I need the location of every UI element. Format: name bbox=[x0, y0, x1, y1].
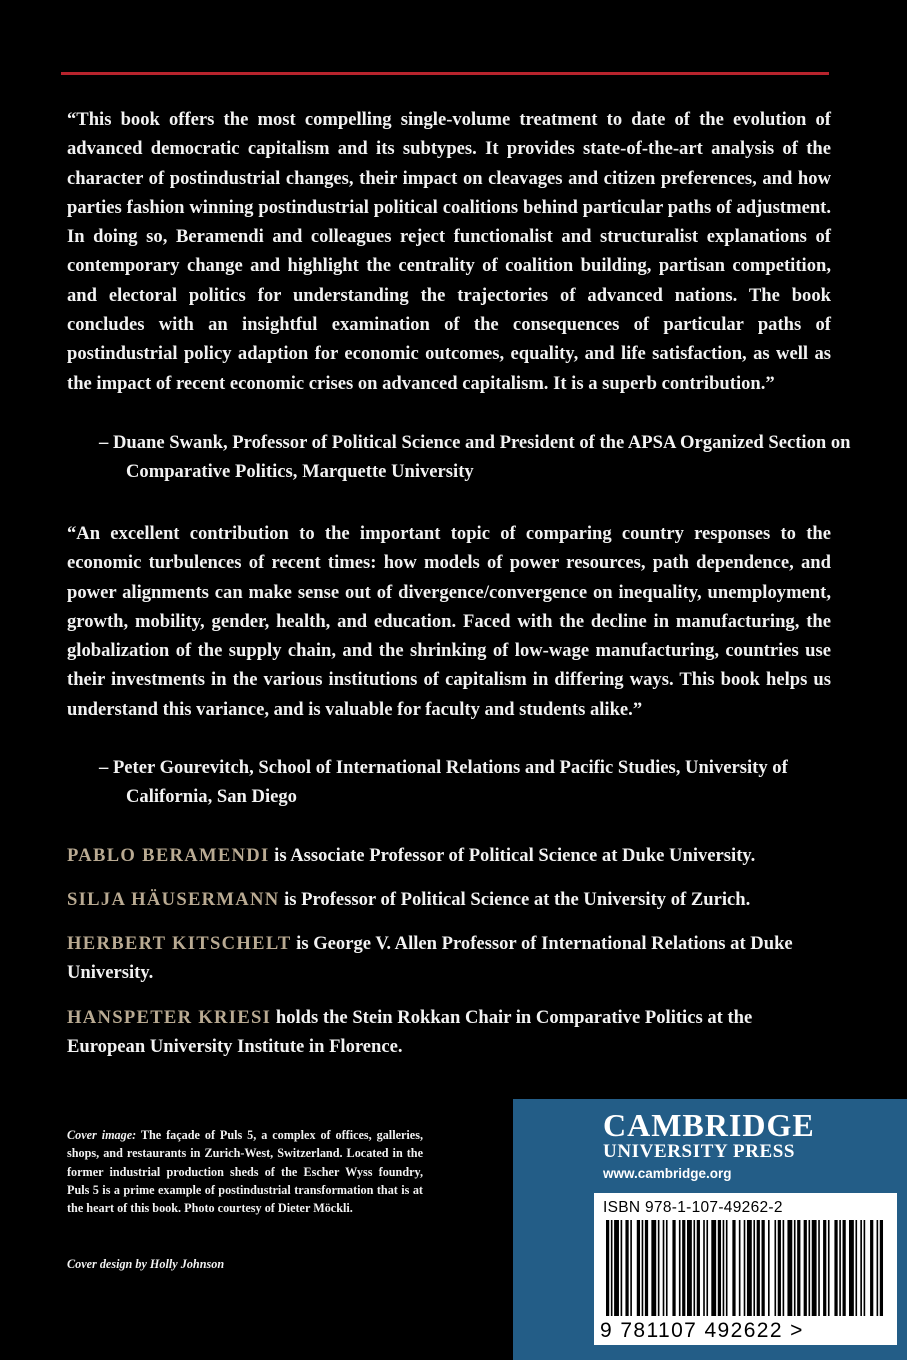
barcode-bar bbox=[762, 1220, 765, 1316]
endorsement-quote-1: “This book offers the most compelling single-volume treatment to date of the evolution of advanced democratic capitalism and its subtypes. It provides state-of-the-art analysis of the character of postindustrial changes, their impact on cleavages and citizen preferences, and how parties fashion winning postindustrial political coalitions behind particular paths of adjustment. In doing so, Beramendi and colleagues reject functionalist and structuralist explanations of contemporary change and highlight the centrality of coalition building, partisan competition, and electoral politics for understanding the trajectories of advanced nations. The book concludes with an insightful examination of the consequences of particular paths of postindustrial policy adaption for economic outcomes, equality, and life satisfaction, as well as the impact of recent economic crises on advanced capitalism. It is a superb contribution.” bbox=[67, 109, 831, 394]
barcode-bar bbox=[723, 1220, 725, 1316]
barcode-bar bbox=[783, 1220, 785, 1316]
barcode-bar bbox=[637, 1220, 640, 1316]
barcode-bar bbox=[642, 1220, 644, 1316]
barcode-bar bbox=[630, 1220, 632, 1316]
author-name: HANSPETER KRIESI bbox=[67, 1007, 272, 1028]
publisher-subtitle: UNIVERSITY PRESS bbox=[603, 1141, 796, 1162]
barcode-bar bbox=[658, 1220, 660, 1316]
author-bio-text: holds the Stein Rokkan Chair in Comparative Politics at the European University Institute in Florence. bbox=[67, 1007, 753, 1058]
barcode-bar bbox=[621, 1220, 623, 1316]
top-red-rule bbox=[61, 72, 829, 75]
barcode-image bbox=[602, 1220, 889, 1320]
barcode-bar bbox=[809, 1220, 811, 1316]
publisher-url: www.cambridge.org bbox=[603, 1166, 732, 1181]
barcode-bar bbox=[794, 1220, 796, 1316]
author-bio-text: is George V. Allen Professor of International Relations at Duke University. bbox=[67, 933, 793, 984]
barcode-bar bbox=[747, 1220, 752, 1316]
barcode-bar bbox=[726, 1220, 728, 1316]
barcode-box bbox=[594, 1193, 897, 1345]
barcode-bar bbox=[768, 1220, 770, 1316]
barcode-bar bbox=[732, 1220, 735, 1316]
endorsement-attribution-1: – Duane Swank, Professor of Political Science and President of the APSA Organized Section on Comparative Politics, Marquette University bbox=[99, 432, 851, 483]
cover-image-credit bbox=[67, 1126, 423, 1217]
endorsement-quote-2: “An excellent contribution to the important topic of comparing country responses to the economic turbulences of recent times: how models of power resources, path dependence, and power alignments can make sense out of divergence/convergence on inequality, unemployment, growth, mobility, gender, health, and education. Faced with the decline in manufacturing, the globalization of the supply chain, and the shrinking of low-wage manufacturing, countries use their investments in the various institutions of capitalism in differing ways. This book helps us understand this variance, and is valuable for faculty and students alike.” bbox=[67, 523, 831, 720]
author-bio-text: is Professor of Political Science at the University of Zurich. bbox=[279, 889, 751, 910]
barcode-bar bbox=[774, 1220, 776, 1316]
barcode-bar bbox=[706, 1220, 708, 1316]
barcode-bar bbox=[703, 1220, 705, 1316]
barcode-bar bbox=[757, 1220, 760, 1316]
barcode-bar bbox=[679, 1220, 681, 1316]
cover-image-label: Cover image: bbox=[67, 1128, 137, 1142]
barcode-bar bbox=[860, 1220, 862, 1316]
barcode-bar bbox=[839, 1220, 841, 1316]
barcode-bar bbox=[672, 1220, 675, 1316]
barcode-bar bbox=[718, 1220, 721, 1316]
barcode-bar bbox=[778, 1220, 781, 1316]
barcode-bar bbox=[870, 1220, 873, 1316]
barcode-bar bbox=[843, 1220, 846, 1316]
barcode-bar bbox=[625, 1220, 628, 1316]
author-bio-text: is Associate Professor of Political Science at Duke University. bbox=[269, 845, 756, 866]
barcode-bar bbox=[663, 1220, 665, 1316]
cover-design-credit: Cover design by Holly Johnson bbox=[67, 1257, 225, 1271]
barcode-bar bbox=[744, 1220, 746, 1316]
endorsement-attribution-2: – Peter Gourevitch, School of International Relations and Pacific Studies, University of California, San Diego bbox=[99, 757, 788, 808]
barcode-digits: 9 781107 492622 > bbox=[600, 1319, 804, 1342]
barcode-bar bbox=[823, 1220, 826, 1316]
barcode-bar bbox=[834, 1220, 837, 1316]
barcode-bar bbox=[855, 1220, 857, 1316]
barcode-bar bbox=[697, 1220, 700, 1316]
barcode-bar bbox=[693, 1220, 695, 1316]
author-bio-1 bbox=[67, 841, 831, 870]
barcode-bar bbox=[864, 1220, 866, 1316]
barcode-bar bbox=[606, 1220, 609, 1316]
barcode-bar bbox=[614, 1220, 619, 1316]
barcode-bar bbox=[880, 1220, 883, 1316]
author-name: SILJA HÄUSERMANN bbox=[67, 889, 280, 910]
barcode-bar bbox=[666, 1220, 668, 1316]
barcode-bar bbox=[877, 1220, 879, 1316]
barcode-bar bbox=[739, 1220, 741, 1316]
barcode-bar bbox=[682, 1220, 685, 1316]
author-bio-2 bbox=[67, 885, 831, 914]
publisher-name: CAMBRIDGE bbox=[603, 1107, 815, 1143]
barcode-bar bbox=[797, 1220, 800, 1316]
barcode-bar bbox=[812, 1220, 817, 1316]
author-bio-4 bbox=[67, 1003, 831, 1062]
author-name: PABLO BERAMENDI bbox=[67, 845, 270, 866]
author-bio-3 bbox=[67, 929, 831, 988]
barcode-bar bbox=[651, 1220, 656, 1316]
barcode-bar bbox=[711, 1220, 716, 1316]
barcode-bar bbox=[849, 1220, 854, 1316]
barcode-bar bbox=[787, 1220, 792, 1316]
author-name: HERBERT KITSCHELT bbox=[67, 933, 292, 954]
barcode-bar bbox=[818, 1220, 820, 1316]
isbn-label: ISBN 978-1-107-49262-2 bbox=[603, 1199, 783, 1216]
barcode-bar bbox=[687, 1220, 692, 1316]
cover-image-text: The façade of Puls 5, a complex of offices, galleries, shops, and restaurants in Zurich-West, Switzerland. Located in the former industrial production sheds of the Escher Wyss foundry, Puls 5 is a prime example of postindustrial transformation that is at the heart of this book. Photo courtesy of Dieter Möckli. bbox=[67, 1128, 423, 1216]
barcode-bar bbox=[804, 1220, 807, 1316]
publisher-panel bbox=[513, 1099, 907, 1360]
barcode-bar bbox=[828, 1220, 830, 1316]
barcode-bar bbox=[645, 1220, 648, 1316]
barcode-bar bbox=[611, 1220, 613, 1316]
barcode-bar bbox=[753, 1220, 755, 1316]
